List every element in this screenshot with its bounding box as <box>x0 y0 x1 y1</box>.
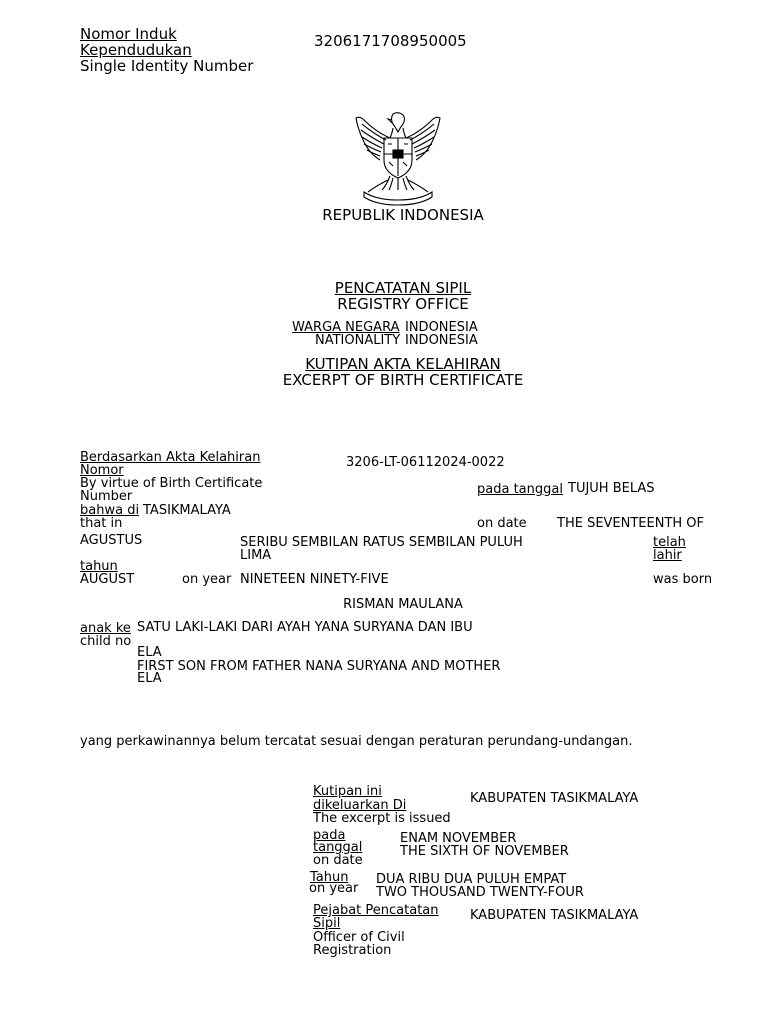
on-date-label-en: on date <box>477 516 527 531</box>
by-virtue-label-line1: By virtue of Birth Certificate <box>80 476 263 491</box>
birth-year-words-id-line1: SERIBU SEMBILAN RATUS SEMBILAN PULUH <box>240 535 523 550</box>
child-desc-en-line2: ELA <box>137 671 162 686</box>
child-desc-id-line2: ELA <box>137 645 162 660</box>
country-name: REPUBLIK INDONESIA <box>322 206 484 224</box>
officer-place: KABUPATEN TASIKMALAYA <box>470 908 639 923</box>
issue-date-en: THE SIXTH OF NOVEMBER <box>400 844 569 859</box>
based-on-label-line1: Berdasarkan Akta Kelahiran <box>80 450 261 465</box>
issue-year-id: DUA RIBU DUA PULUH EMPAT <box>376 872 567 887</box>
that-in-label-id: bahwa di <box>80 503 140 518</box>
nik-label-id-line2: Kependudukan <box>80 41 192 59</box>
issued-label-id-line1: Kutipan ini <box>313 784 382 799</box>
officer-label-en-line1: Officer of Civil <box>313 930 405 945</box>
birth-day-id: TUJUH BELAS <box>568 481 655 496</box>
nik-value: 3206171708950005 <box>314 32 467 50</box>
year-label-en: on year <box>182 572 232 587</box>
born-label-id-line2: lahir <box>653 548 682 563</box>
certificate-title-en: EXCERPT OF BIRTH CERTIFICATE <box>282 371 524 389</box>
that-in-label-en: that in <box>80 516 123 531</box>
officer-label-en-line2: Registration <box>313 943 392 958</box>
issued-label-id-line2: dikeluarkan Di <box>313 798 407 813</box>
issue-year-en: TWO THOUSAND TWENTY-FOUR <box>376 885 584 900</box>
office-title-id: PENCATATAN SIPIL <box>334 279 472 297</box>
issue-date-label-en: on date <box>313 853 363 868</box>
born-label-id-line1: telah <box>653 535 686 550</box>
birth-month-id: AGUSTUS <box>80 533 143 548</box>
garuda-emblem-icon <box>346 110 450 206</box>
birth-day-en: THE SEVENTEENTH OF <box>557 516 705 531</box>
issue-date-id: ENAM NOVEMBER <box>400 831 517 846</box>
nik-label-id-line1: Nomor Induk <box>80 25 177 43</box>
certificate-number: 3206-LT-06112024-0022 <box>346 455 505 470</box>
officer-label-id-line2: Sipil <box>313 916 341 931</box>
nik-label-en: Single Identity Number <box>80 57 254 75</box>
nationality-value-id: INDONESIA <box>405 320 478 335</box>
birth-place: TASIKMALAYA <box>143 503 231 518</box>
child-name: RISMAN MAULANA <box>343 597 463 612</box>
born-label-en: was born <box>653 572 713 587</box>
issue-year-label-id: Tahun <box>310 870 349 885</box>
birth-month-en: AUGUST <box>80 572 135 587</box>
based-on-label-line2: Nomor <box>80 463 124 478</box>
marriage-note: yang perkawinannya belum tercatat sesuai dengan peraturan perundang-undangan. <box>80 734 633 749</box>
issue-date-label-id-line1: pada <box>313 828 346 843</box>
birth-year-words-id-line2: LIMA <box>240 548 272 563</box>
on-date-label-id: pada tanggal <box>477 482 563 497</box>
issue-date-label-id-line2: tanggal <box>313 840 363 855</box>
office-title-en: REGISTRY OFFICE <box>337 295 469 313</box>
child-desc-en-line1: FIRST SON FROM FATHER NANA SURYANA AND MOTHER <box>137 659 501 674</box>
year-label-id: tahun <box>80 559 118 574</box>
nationality-label-id: WARGA NEGARA <box>292 320 400 335</box>
nationality-label-en: NATIONALITY <box>315 333 401 348</box>
birth-year-words-en: NINETEEN NINETY-FIVE <box>240 572 389 587</box>
by-virtue-label-line2: Number <box>80 489 133 504</box>
child-order-label-en: child no <box>80 634 132 649</box>
issued-place: KABUPATEN TASIKMALAYA <box>470 791 639 806</box>
nationality-value-en: INDONESIA <box>405 333 478 348</box>
issue-year-label-en: on year <box>309 881 359 896</box>
child-desc-id-line1: SATU LAKI-LAKI DARI AYAH YANA SURYANA DAN IBU <box>137 620 473 635</box>
officer-label-id-line1: Pejabat Pencatatan <box>313 903 439 918</box>
issued-label-en: The excerpt is issued <box>313 811 451 826</box>
certificate-title-id: KUTIPAN AKTA KELAHIRAN <box>305 355 501 373</box>
child-order-label-id: anak ke <box>80 621 131 636</box>
